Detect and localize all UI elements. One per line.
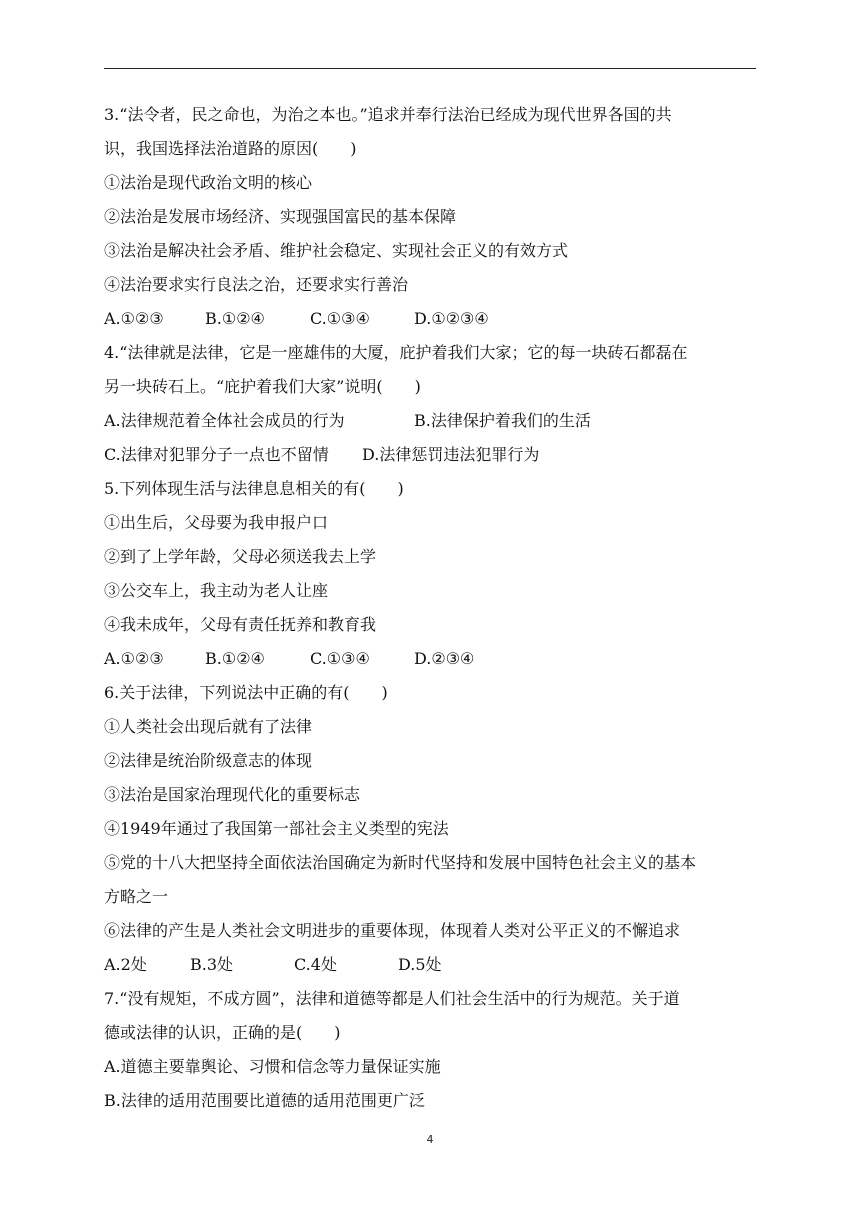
q4-option-b: B.法律保护着我们的生活 (414, 411, 591, 430)
q6-option-c: C.4处 (294, 955, 337, 974)
header-rule (104, 68, 756, 69)
q3-option-b: B.①②④ (205, 309, 265, 328)
q4-option-c: C.法律对犯罪分子一点也不留情 (104, 445, 329, 464)
q6-item-5: ⑤党的十八大把坚持全面依法治国确定为新时代坚持和发展中国特色社会主义的基本 (104, 853, 697, 872)
q4-options-row2 (104, 438, 764, 472)
q5-option-a: A.①②③ (104, 649, 164, 668)
q5-option-d: D.②③④ (414, 649, 475, 668)
q6-item-5-cont: 方略之一 (104, 887, 169, 906)
q7-stem-line1: 7.“没有规矩，不成方圆”，法律和道德等都是人们社会生活中的行为规范。关于道 (104, 989, 680, 1008)
q4-stem-line1: 4.“法律就是法律，它是一座雄伟的大厦，庇护着我们大家；它的每一块砖石都磊在 (104, 343, 688, 362)
q3-options (104, 302, 764, 336)
q6-option-a: A.2处 (104, 955, 147, 974)
q5-item-4: ④我未成年，父母有责任抚养和教育我 (104, 615, 377, 634)
q3-option-d: D.①②③④ (414, 309, 489, 328)
q6-item-6: ⑥法律的产生是人类社会文明进步的重要体现，体现着人类对公平正义的不懈追求 (104, 921, 681, 940)
q6-item-2: ②法律是统治阶级意志的体现 (104, 751, 313, 770)
q6-option-b: B.3处 (190, 955, 234, 974)
q4-option-d: D.法律惩罚违法犯罪行为 (362, 445, 540, 464)
q5-stem: 5.下列体现生活与法律息息相关的有( ) (104, 479, 404, 498)
q5-options (104, 642, 764, 676)
q5-option-c: C.①③④ (310, 649, 370, 668)
q6-stem: 6.关于法律，下列说法中正确的有( ) (104, 683, 388, 702)
page-number: 4 (426, 1133, 434, 1146)
q5-item-3: ③公交车上，我主动为老人让座 (104, 581, 329, 600)
q7-option-b: B.法律的适用范围要比道德的适用范围更广泛 (104, 1091, 425, 1110)
q3-option-c: C.①③④ (310, 309, 370, 328)
q4-stem-line2: 另一块砖石上。“庇护着我们大家”说明( ) (104, 377, 421, 396)
q3-item-4: ④法治要求实行良法之治，还要求实行善治 (104, 275, 409, 294)
q6-item-1: ①人类社会出现后就有了法律 (104, 717, 313, 736)
q3-item-2: ②法治是发展市场经济、实现强国富民的基本保障 (104, 207, 457, 226)
q3-option-a: A.①②③ (104, 309, 164, 328)
q3-stem-line2: 识，我国选择法治道路的原因( ) (104, 139, 357, 158)
q6-item-3: ③法治是国家治理现代化的重要标志 (104, 785, 361, 804)
q6-option-d: D.5处 (398, 955, 442, 974)
q6-item-4: ④1949年通过了我国第一部社会主义类型的宪法 (104, 819, 449, 838)
q5-option-b: B.①②④ (205, 649, 265, 668)
q5-item-2: ②到了上学年龄，父母必须送我去上学 (104, 547, 377, 566)
q4-option-a: A.法律规范着全体社会成员的行为 (104, 411, 345, 430)
q3-item-3: ③法治是解决社会矛盾、维护社会稳定、实现社会正义的有效方式 (104, 241, 569, 260)
q7-option-a: A.道德主要靠舆论、习惯和信念等力量保证实施 (104, 1057, 441, 1076)
q5-item-1: ①出生后，父母要为我申报户口 (104, 513, 329, 532)
q3-stem-line1: 3.“法令者，民之命也，为治之本也。”追求并奉行法治已经成为现代世界各国的共 (104, 105, 672, 124)
question-content (104, 98, 764, 1118)
q4-options-row1 (104, 404, 764, 438)
q6-options (104, 948, 764, 982)
q3-item-1: ①法治是现代政治文明的核心 (104, 173, 313, 192)
q7-stem-line2: 德或法律的认识，正确的是( ) (104, 1023, 341, 1042)
